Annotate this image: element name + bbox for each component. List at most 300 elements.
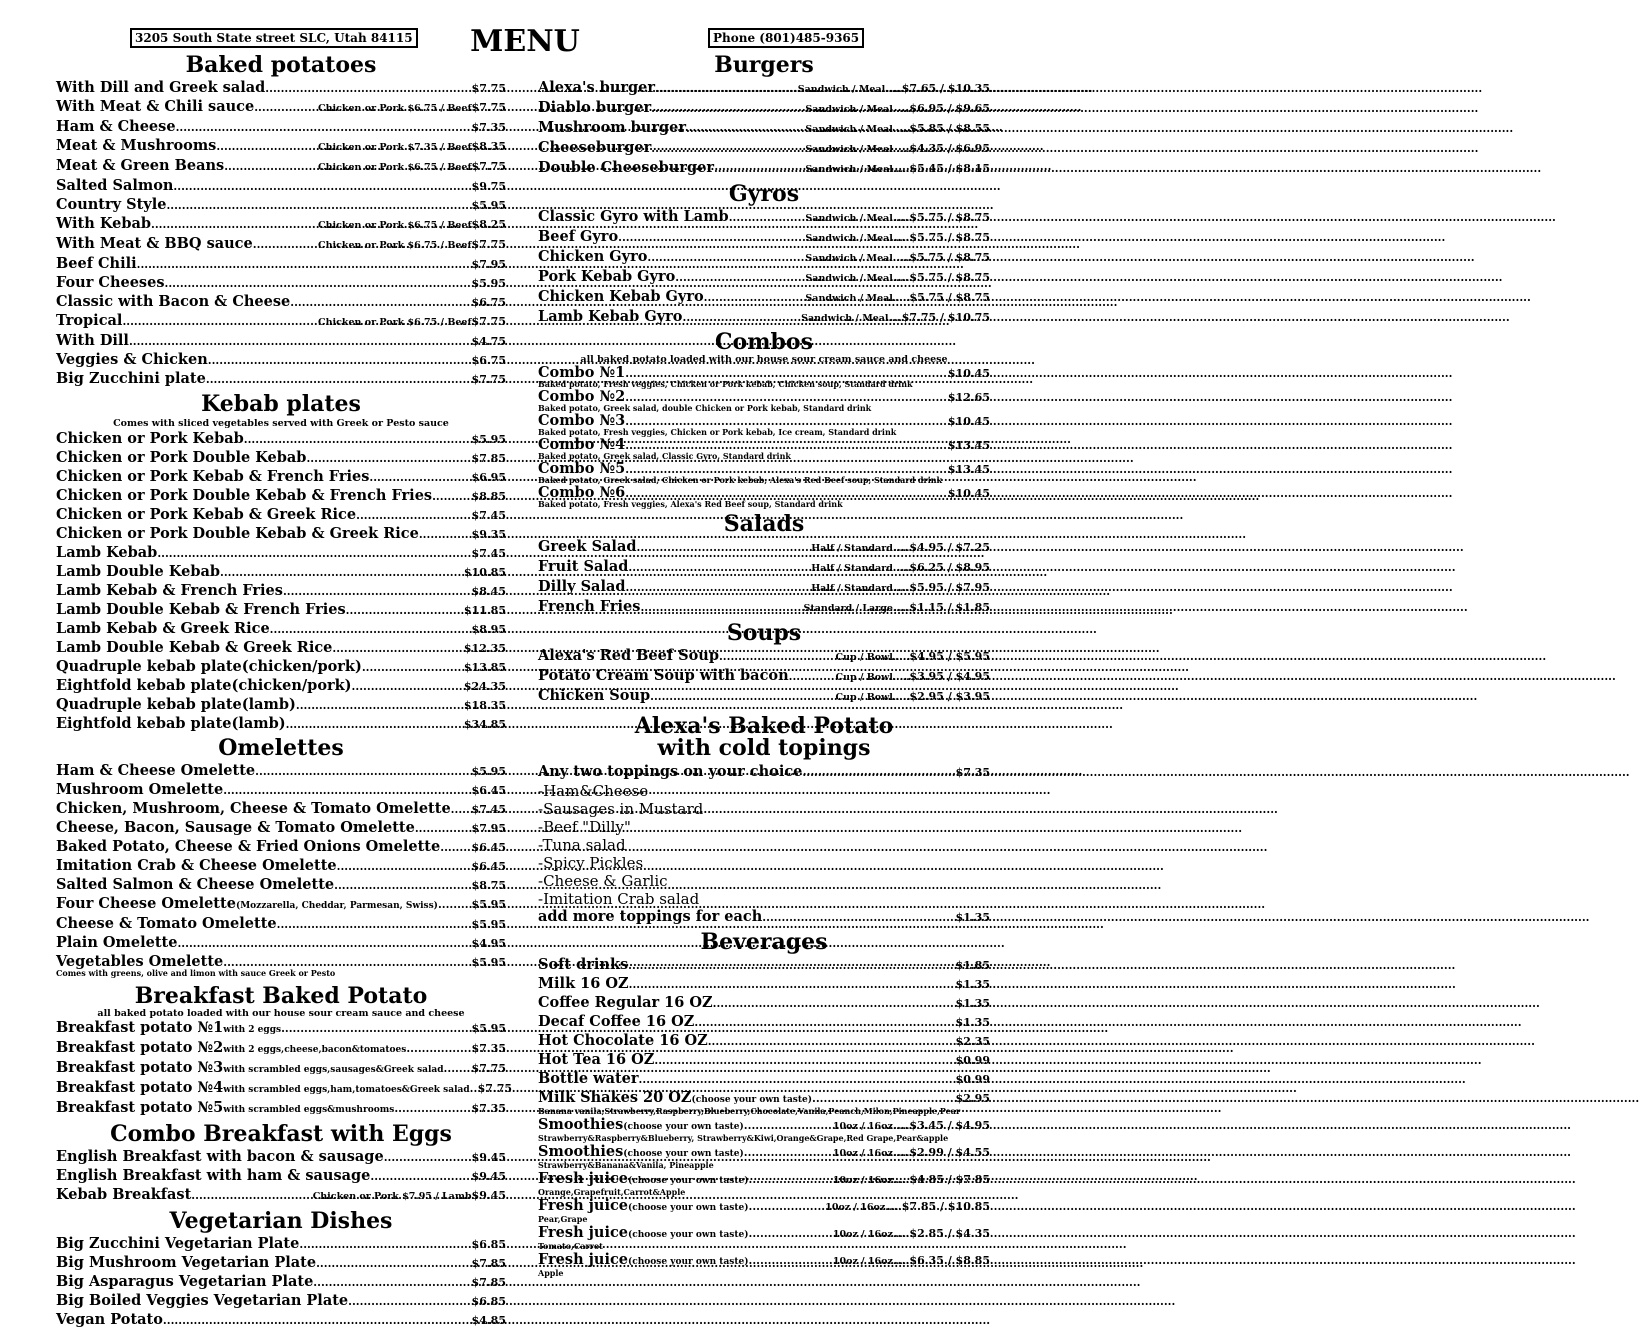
item-name [56,800,451,818]
menu-item-row [56,857,506,876]
item-price: $5.95 [471,199,506,212]
menu-item-row [538,248,990,268]
section-title-combos: Combos [715,329,813,355]
leader-dots [173,177,471,196]
item-options: Chicken or Pork $6.75 / Beef [318,240,472,251]
item-options: 10oz / 16oz..... [832,1229,910,1240]
topping-item: -Cheese & Garlic [538,872,668,890]
item-name [56,781,223,799]
item-price: $7.95 [471,822,506,835]
leader-dots [244,430,472,449]
item-name-text: Vegan Potato [56,1311,163,1328]
item-price: $6.25 / $8.95 [909,561,990,574]
item-name-text: Lamb Kebab [56,544,158,561]
item-price: $8.45 [471,585,506,598]
item-detail: Baked potato, Greek salad, Chicken or Pork kebab, Alexa's Red Beef soup, Standard drink [538,475,943,485]
leader-dots [714,159,805,178]
item-price: $7.85 / $10.85 [901,1200,990,1213]
leader-dots [640,598,803,617]
menu-item-row [56,449,506,468]
menu-item-row [56,487,506,506]
menu-item-row [56,620,506,639]
item-name [538,538,636,556]
leader-dots [789,667,836,686]
leader-dots [270,620,472,639]
section-title-soups: Soups [726,620,802,646]
item-price: $7.75 / $10.75 [901,311,990,324]
item-name-text: Fruit Salad [538,558,629,575]
leader-dots [332,639,464,658]
item-price: $7.35 [955,766,990,779]
menu-item-row [538,288,990,308]
item-name-text: Bottle water [538,1070,639,1087]
item-price: $4.95 / $7.25 [909,541,990,554]
item-name-text: Double Cheeseburger [538,159,714,176]
item-name-text: Chicken or Pork Double Kebab & Greek Rice [56,525,419,542]
item-name-text: Hot Tea 16 OZ [538,1051,655,1068]
item-options: Sandwich / Meal..... [805,144,910,155]
item-name [538,1051,654,1069]
item-name-text: Imitation Crab & Cheese Omelette [56,857,337,874]
item-price: $1.85 [955,959,990,972]
menu-item-row [538,1013,990,1032]
item-price: $18.35 [463,699,506,712]
item-name [56,601,346,619]
item-price: $5.75 / $8.75 [909,251,990,264]
item-name-text: Chicken or Pork Kebab & French Fries [56,468,370,485]
item-name-text: Combo №1 [538,364,626,381]
item-name-text: Classic Gyro with Lamb [538,208,729,225]
item-price: $1.35 [955,911,990,924]
menu-item-row [56,332,506,351]
menu-item-row [538,119,990,139]
topping-item: -Spicy Pickles [538,854,644,872]
item-price: $8.85 [471,490,506,503]
leader-dots [157,544,471,563]
leader-dots [316,1254,471,1273]
item-name-text: Combo №5 [538,460,626,477]
menu-item-row [56,79,506,98]
item-name: add more toppings for each [538,908,763,925]
item-options: 10oz / 16oz..... [832,1256,910,1267]
item-name [538,119,686,137]
item-name [56,639,332,657]
leader-dots [406,1039,471,1058]
menu-item-row [538,578,990,598]
item-name-text: Diablo burger [538,99,652,116]
item-detail: Pear,Grape [538,1214,588,1224]
item-note: (choose your own taste) [628,1257,749,1267]
item-note: with 2 eggs,cheese,bacon&tomatoes [223,1045,407,1055]
leader-dots [206,370,472,389]
item-price: $7.85 [471,1276,506,1289]
item-name [56,293,290,311]
leader-dots [299,1235,471,1254]
item-name [56,79,265,97]
item-name-text: Lamb Double Kebab & Greek Rice [56,639,333,656]
item-options: Half / Standard..... [811,543,910,554]
leader-dots [220,563,464,582]
address-box: 3205 South State street SLC, Utah 84115 [130,28,418,48]
menu-item-row [538,994,990,1013]
section-title-omelettes: Omelettes [218,735,344,761]
item-name [56,312,122,330]
leader-dots [650,687,835,706]
item-name [538,139,651,157]
item-price: $7.85 [471,452,506,465]
item-price: $1.15 / $1.85 [909,601,990,614]
item-options: Chicken or Pork $7.95 / Lamb [312,1191,472,1202]
item-name [56,215,151,233]
item-name-text: Dilly Salad [538,578,626,595]
item-detail: Baked potato, Greek salad, Classic Gyro, Standard drink [538,451,791,461]
leader-dots [137,255,472,274]
leader-dots [440,838,471,857]
menu-item-row [56,1019,506,1039]
menu-item-row [538,558,990,578]
item-price: $4.95 / $5.95 [909,650,990,663]
item-detail: Apple [538,1268,564,1278]
item-name-text: Big Asparagus Vegetarian Plate [56,1273,314,1290]
leader-dots [415,819,472,838]
item-name [56,255,137,273]
menu-item-row [538,1051,990,1070]
item-name [538,598,640,616]
item-options: Sandwich / Meal..... [805,293,910,304]
item-price: $5.75 / $8.75 [909,291,990,304]
item-price: $6.85 [471,1238,506,1251]
item-price: $10.45 [947,415,990,428]
leader-dots [151,215,318,234]
item-price: $7.75 [471,373,506,386]
item-detail: Tomato,Carrot [538,1241,603,1251]
item-name-text: Chicken or Pork Double Kebab [56,449,307,466]
menu-item-row [56,819,506,838]
topping-item: -Sausages in Mustard [538,800,704,818]
item-name [538,956,628,974]
phone-box: Phone (801)485-9365 [708,28,864,48]
item-price: $5.95 [471,765,506,778]
item-price: $12.35 [463,642,506,655]
item-name [56,582,283,600]
leader-dots [636,538,811,557]
leader-dots [618,228,805,247]
menu-title: MENU [470,24,580,59]
item-options: Cup / Bowl..... [835,672,910,683]
item-name [56,468,369,486]
menu-item-row [538,667,990,687]
item-detail: Strawberry&Raspberry&Blueberry, Strawberry&Kiwi,Orange&Grape,Red Grape,Pear&apple [538,1133,949,1143]
leader-dots [651,139,805,158]
item-name [56,196,166,214]
menu-item-row [56,800,506,819]
leader-dots [255,762,471,781]
item-options: Chicken or Pork $6.75 / Beef [318,162,472,173]
leader-dots [352,677,464,696]
menu-item-row [56,1167,506,1186]
item-name-text: Fresh juice [538,1224,629,1241]
leader-dots [444,1059,472,1078]
add-more-toppings-row [538,908,990,927]
item-price: $7.75 [471,160,506,173]
item-price: $2.95 [955,1092,990,1105]
item-name [56,838,440,856]
item-options: Sandwich / Meal..... [805,104,910,115]
leader-dots [348,1292,471,1311]
item-name-text: Beef Gyro [538,228,619,245]
item-price: $9.35 [471,528,506,541]
item-name-text: Salted Salmon & Cheese Omelette [56,876,335,893]
item-name [56,351,208,369]
item-name-text: Smoothies [538,1143,624,1160]
breakfast-potato-list [56,1019,513,1119]
item-name-text: Combo №2 [538,388,626,405]
item-name-text: Ham & Cheese Omelette [56,762,256,779]
item-options: Half / Standard..... [811,563,910,574]
menu-item-row [56,468,506,487]
right-column [538,52,990,1278]
leader-dots [694,1013,955,1032]
leader-dots [438,895,472,914]
left-column [56,52,513,1330]
item-options: Sandwich / Meal..... [805,233,910,244]
leader-dots [265,79,471,98]
item-name [538,248,647,266]
item-price: $7.35 [471,1042,506,1055]
item-note: (choose your own taste) [628,1203,749,1213]
leader-dots [313,1273,471,1292]
item-name-text: Beef Chili [56,255,137,272]
combos-list [538,365,990,509]
item-options: Sandwich / Meal..... [805,164,910,175]
leader-dots [682,308,801,327]
item-price: $4.35 / $6.95 [909,142,990,155]
item-detail: Baked potato, Fresh veggies, Chicken or Pork kebab, Ice cream, Standard drink [538,427,897,437]
leader-dots [729,208,806,227]
topping-item: -Beef "Dilly" [538,818,631,836]
leader-dots [419,525,472,544]
item-name-text: Cheese, Bacon, Sausage & Tomato Omelette [56,819,415,836]
item-name [56,430,244,448]
item-price: $13.85 [463,661,506,674]
item-name-text: Four Cheeses [56,274,165,291]
item-name [56,895,438,915]
item-price: $4.85 / $7.85 [909,1173,990,1186]
item-name-text: French Fries [538,598,641,615]
item-name [56,658,362,676]
item-name-text: Chicken or Pork Kebab & Greek Rice [56,506,357,523]
item-name-text: Pork Kebab Gyro [538,268,676,285]
item-options: Sandwich / Meal..... [797,84,902,95]
item-price: $6.95 [471,471,506,484]
item-name-text: Meat & Green Beans [56,157,225,174]
item-name [56,934,177,952]
item-name [56,1099,394,1119]
leader-dots [432,487,471,506]
leader-dots [296,696,464,715]
item-name-text: Big Mushroom Vegetarian Plate [56,1254,317,1271]
item-name-text: Combo №6 [538,484,626,501]
item-price: $1.35 [955,997,990,1010]
leader-dots [129,332,472,351]
item-note: (choose your own taste) [623,1149,744,1159]
alexas-title-line1: Alexa's Baked Potato [634,713,894,739]
item-price: $5.95 [471,956,506,969]
menu-item-row [56,255,506,274]
menu-item-row [538,538,990,558]
item-name-text: Country Style [56,196,167,213]
item-price: $5.75 / $8.75 [909,271,990,284]
leader-dots [346,601,464,620]
item-price: $4.75 [471,335,506,348]
alexas-baked-potato-title [538,715,990,759]
item-name-text: Decaf Coffee 16 OZ [538,1013,695,1030]
item-name-text: Breakfast potato №5 [56,1099,224,1116]
menu-item-row [538,228,990,248]
item-name [56,1292,348,1310]
item-price: $10.45 [947,367,990,380]
item-name-text: Quadruple kebab plate(chicken/pork) [56,658,362,675]
menu-item-row [56,1311,506,1330]
item-price: $7.45 [471,803,506,816]
item-options: Chicken or Pork $6.75 / Beef [318,220,472,231]
item-name-text: Fresh juice [538,1170,629,1187]
item-name [56,274,165,292]
menu-item-row [538,1032,990,1051]
item-name-text: Chicken or Pork Double Kebab & French Fries [56,487,433,504]
item-price: $7.75 [471,82,506,95]
item-price: $5.85 / $8.55 [909,122,990,135]
section-title-gyros: Gyros [728,181,800,207]
item-detail: Orange,Grapefruit,Carrot&Apple [538,1187,686,1197]
leader-dots [177,934,471,953]
item-options: Chicken or Pork $7.35 / Beef [318,142,472,153]
menu-item-row [56,430,506,449]
menu-item-row [56,370,506,389]
item-name [56,677,352,695]
item-name-text: Potato Cream Soup with bacon [538,667,789,684]
item-name [56,876,334,894]
leader-dots [749,1197,826,1216]
leader-dots [224,157,318,176]
section-title-vegetarian: Vegetarian Dishes [169,1208,393,1234]
menu-item-row [56,312,506,332]
leader-dots [208,351,472,370]
leader-dots [713,994,956,1013]
item-note: with scrambled eggs,sausages&Greek salad [223,1065,444,1075]
leader-dots [749,1251,833,1270]
menu-item-row [538,687,990,707]
item-name-text: Lamb Double Kebab [56,563,221,580]
section-subtitle-breakfast-baked-potato: all baked potato loaded with our house sour cream sauce and cheese [97,1008,465,1019]
item-name-text: With Dill [56,332,129,349]
item-name [56,1148,384,1166]
item-name-text: Breakfast potato №3 [56,1059,224,1076]
item-name [56,177,173,195]
item-options: Sandwich / Meal..... [805,253,910,264]
item-name-text: Greek Salad [538,538,637,555]
item-name-text: With Meat & Chili sauce [56,98,255,115]
combo-breakfast-list [56,1148,506,1206]
item-name-text: Four Cheese Omelette [56,895,236,912]
leader-dots [686,119,805,138]
item-price: $8.75 [471,879,506,892]
menu-item-row [56,98,506,118]
item-price: $7.75 [471,101,506,114]
item-name [56,506,356,524]
section-title-beverages: Beverages [700,929,828,955]
menu-item-row [56,876,506,895]
leader-dots [451,800,472,819]
leader-dots [369,468,471,487]
item-name-text: Chicken or Pork Kebab [56,430,244,447]
item-name [56,235,253,253]
item-name [538,1251,749,1271]
leader-dots [254,98,318,117]
item-name [538,288,704,306]
menu-item-row [56,1254,506,1273]
item-name-text: Mushroom burger [538,119,686,136]
item-price: $5.95 [471,1022,506,1035]
item-name-text: Cheeseburger [538,139,652,156]
item-detail: Strawberry&Banana&Vanila, Pineapple [538,1160,714,1170]
item-name [538,975,629,993]
item-price: $6.45 [471,784,506,797]
topping-item: -Ham&Cheese [538,782,649,800]
item-name [56,525,419,543]
item-note: (choose your own taste) [628,1230,749,1240]
beverages-list [538,956,990,1278]
menu-item-row [56,506,506,525]
item-name-text: Quadruple kebab plate(lamb) [56,696,296,713]
item-price: $0.99 [955,1073,990,1086]
item-name [56,1273,313,1291]
menu-item-row [538,975,990,994]
item-name [538,228,618,246]
item-name-text: Eightfold kebab plate(lamb) [56,715,286,732]
section-subtitle-kebab-plates: Comes with sliced vegetables served with Greek or Pesto sauce [113,418,449,429]
item-name [538,99,651,117]
item-price: $7.85 [471,1257,506,1270]
item-price: $24.35 [463,680,506,693]
leader-dots [306,449,471,468]
item-options: 10oz / 16oz..... [832,1121,910,1132]
item-name [538,208,729,226]
leader-dots [744,1143,833,1162]
item-price: $7.75 [471,1062,506,1075]
item-price: $6.45 [471,841,506,854]
any-two-toppings-row [538,763,990,782]
item-name-text: Classic with Bacon & Cheese [56,293,291,310]
item-price: $6.85 [471,1295,506,1308]
item-name [56,544,157,562]
item-name-text: Chicken, Mushroom, Cheese & Tomato Omelette [56,800,451,817]
item-name-text: Milk 16 OZ [538,975,629,992]
item-name-text: Big Boiled Veggies Vegetarian Plate [56,1292,349,1309]
item-name-text: English Breakfast with ham & sausage [56,1167,371,1184]
menu-item-row [538,1251,990,1271]
item-name-text: Eightfold kebab plate(chicken/pork) [56,677,352,694]
menu-item-row [538,139,990,159]
leader-dots [362,658,464,677]
item-price: $8.95 [471,623,506,636]
item-note: (choose your own taste) [623,1122,744,1132]
item-name [538,558,628,576]
item-name [56,563,220,581]
item-name-text: Mushroom Omelette [56,781,224,798]
item-name [56,1079,470,1099]
item-name-text: With Meat & BBQ sauce [56,235,253,252]
